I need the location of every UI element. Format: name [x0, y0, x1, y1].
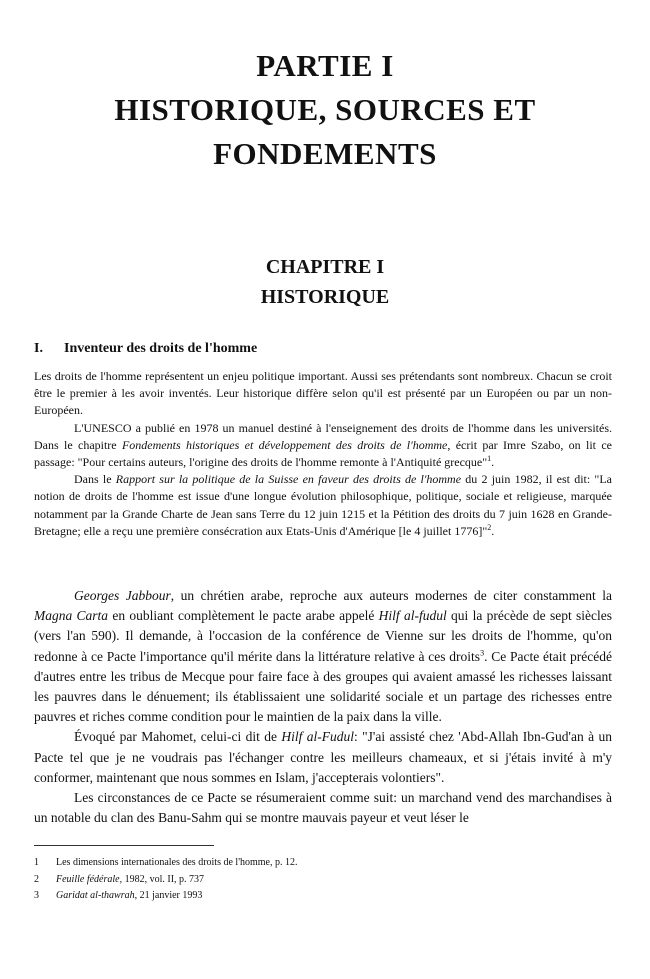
section-heading: [34, 341, 257, 357]
paragraph-5-italic: Hilf al-Fudul: [281, 729, 355, 745]
paragraph-6: Les circonstances de ce Pacte se résumeraient comme suit: un marchand vend des marchandises à un notable du clan des Banu-Sahm qui se montre mauvais payeur et veut léser le: [34, 790, 612, 826]
paragraph-2-end: .: [491, 455, 495, 470]
paragraph-4-text-c: qui la précède de sept siècles (vers l'an 590). Il demande, à l'occasion de la conférence de Vienne sur les droits de l'homme, qu'on redonne à ce Pacte l'importance qu'il mérite dans la littérature relative à ces droits: [34, 608, 612, 664]
paragraph-3-text-a: Dans le: [74, 472, 116, 487]
paragraph-4-italic-2: Hilf al-fudul: [378, 608, 447, 624]
paragraph-4-name: Georges Jabbour: [74, 588, 171, 603]
footnote-ref-1: 1: [487, 454, 492, 464]
paragraph-5-text-b: : "J'ai assisté chez 'Abd-Allah Ibn-Gud'an à un Pacte tel que je ne voudrais pas l'échanger contre les meilleurs chameaux, et si j'étais invité à m'y conformer, maintenant que nous sommes en Islam, j'accepterais volontiers".: [34, 729, 612, 785]
paragraph-3: [34, 471, 612, 540]
footnote-ref-2: 2: [487, 522, 492, 532]
part-title-line-1: PARTIE I: [256, 48, 394, 83]
paragraph-5-text-a: Évoqué par Mahomet, celui-ci dit de: [74, 729, 282, 745]
chapter-title-line-1: CHAPITRE I: [265, 256, 385, 278]
footnote-text: , 1982, vol. II, p. 737: [119, 873, 205, 885]
paragraph-3-italic: Rapport sur la politique de la Suisse en faveur des droits de l'homme: [115, 472, 462, 487]
footnote-divider: [34, 845, 214, 846]
paragraph-3-text-b: du 2 juin 1982, il est dit: "La notion de droits de l'homme est issue d'une longue évolution philosophique, politique, sociale et religieuse, marquée notamment par la Grande Charte de Jean sans Terre du 12 juin 1215 et la Pétition des droits du 7 juin 1628 en Grande-Bretagne; elle a reçu une première consécration aux Etats-Unis d'Amérique [le 4 juillet 1776]": [34, 472, 612, 538]
section-title: Inventeur des droits de l'homme: [64, 341, 258, 356]
body-text-small: [34, 368, 612, 540]
footnote-2: [34, 872, 594, 889]
body-text-large: [34, 586, 612, 828]
paragraph-3-end: .: [491, 523, 495, 538]
footnote-number: 2: [34, 873, 39, 885]
paragraph-2-text-b: , écrit par Imre Szabo, on lit ce passage: "Pour certains auteurs, l'origine des droits de l'homme remonte à l'Antiquité grecque": [34, 437, 612, 470]
part-title: [0, 44, 650, 176]
footnote-text: Les dimensions internationales des droits de l'homme, p. 12.: [56, 857, 298, 868]
paragraph-4-text-a: , un chrétien arabe, reproche aux auteurs modernes de citer constamment la: [170, 588, 612, 603]
paragraph-4-text-b: en oubliant complètement le pacte arabe appelé: [108, 608, 379, 624]
paragraph-4-text-d: . Ce Pacte était précédé d'autres entre les tribus de Mecque pour faire face à des groupes qui avaient amassé les richesses laissant les pauvres dans le dénuement; ils établissaient une solidarité sociale et un partage des richesses entre pauvres et riches comme condition pour le maintien de la paix dans la ville.: [34, 648, 612, 725]
part-title-line-2: HISTORIQUE, SOURCES ET: [114, 92, 536, 127]
footnotes: [34, 855, 594, 905]
part-title-line-3: FONDEMENTS: [213, 136, 437, 171]
paragraph-4: [34, 586, 612, 727]
chapter-title: [0, 252, 650, 312]
footnote-ref-3: 3: [480, 648, 485, 658]
footnote-italic: Garidat al-thawrah: [56, 890, 135, 901]
paragraph-5: [34, 727, 612, 788]
chapter-title-line-2: HISTORIQUE: [260, 286, 390, 308]
footnote-1: [34, 855, 594, 872]
paragraph-4-italic-1: Magna Carta: [34, 608, 109, 624]
paragraph-2-text-a: L'UNESCO a publié en 1978 un manuel destiné à l'enseignement des droits de l'homme dans les universités. Dans le chapitre: [34, 420, 612, 452]
paragraph-2: [34, 420, 612, 472]
footnote-number: 1: [34, 857, 39, 868]
paragraph-2-italic: Fondements historiques et développement des droits de l'homme: [121, 437, 448, 452]
section-number: I.: [34, 341, 43, 356]
paragraph-1: Les droits de l'homme représentent un enjeu politique important. Aussi ses prétendants sont nombreux. Chacun se croit être le premier à les avoir inventés. Leur historique diffère selon qu'il est présenté par un Européen ou par un non-Européen.: [34, 369, 612, 418]
footnote-3: [34, 888, 594, 905]
footnote-number: 3: [34, 890, 39, 901]
footnote-italic: Feuille fédérale: [56, 873, 120, 885]
footnote-text: , 21 janvier 1993: [134, 890, 203, 901]
